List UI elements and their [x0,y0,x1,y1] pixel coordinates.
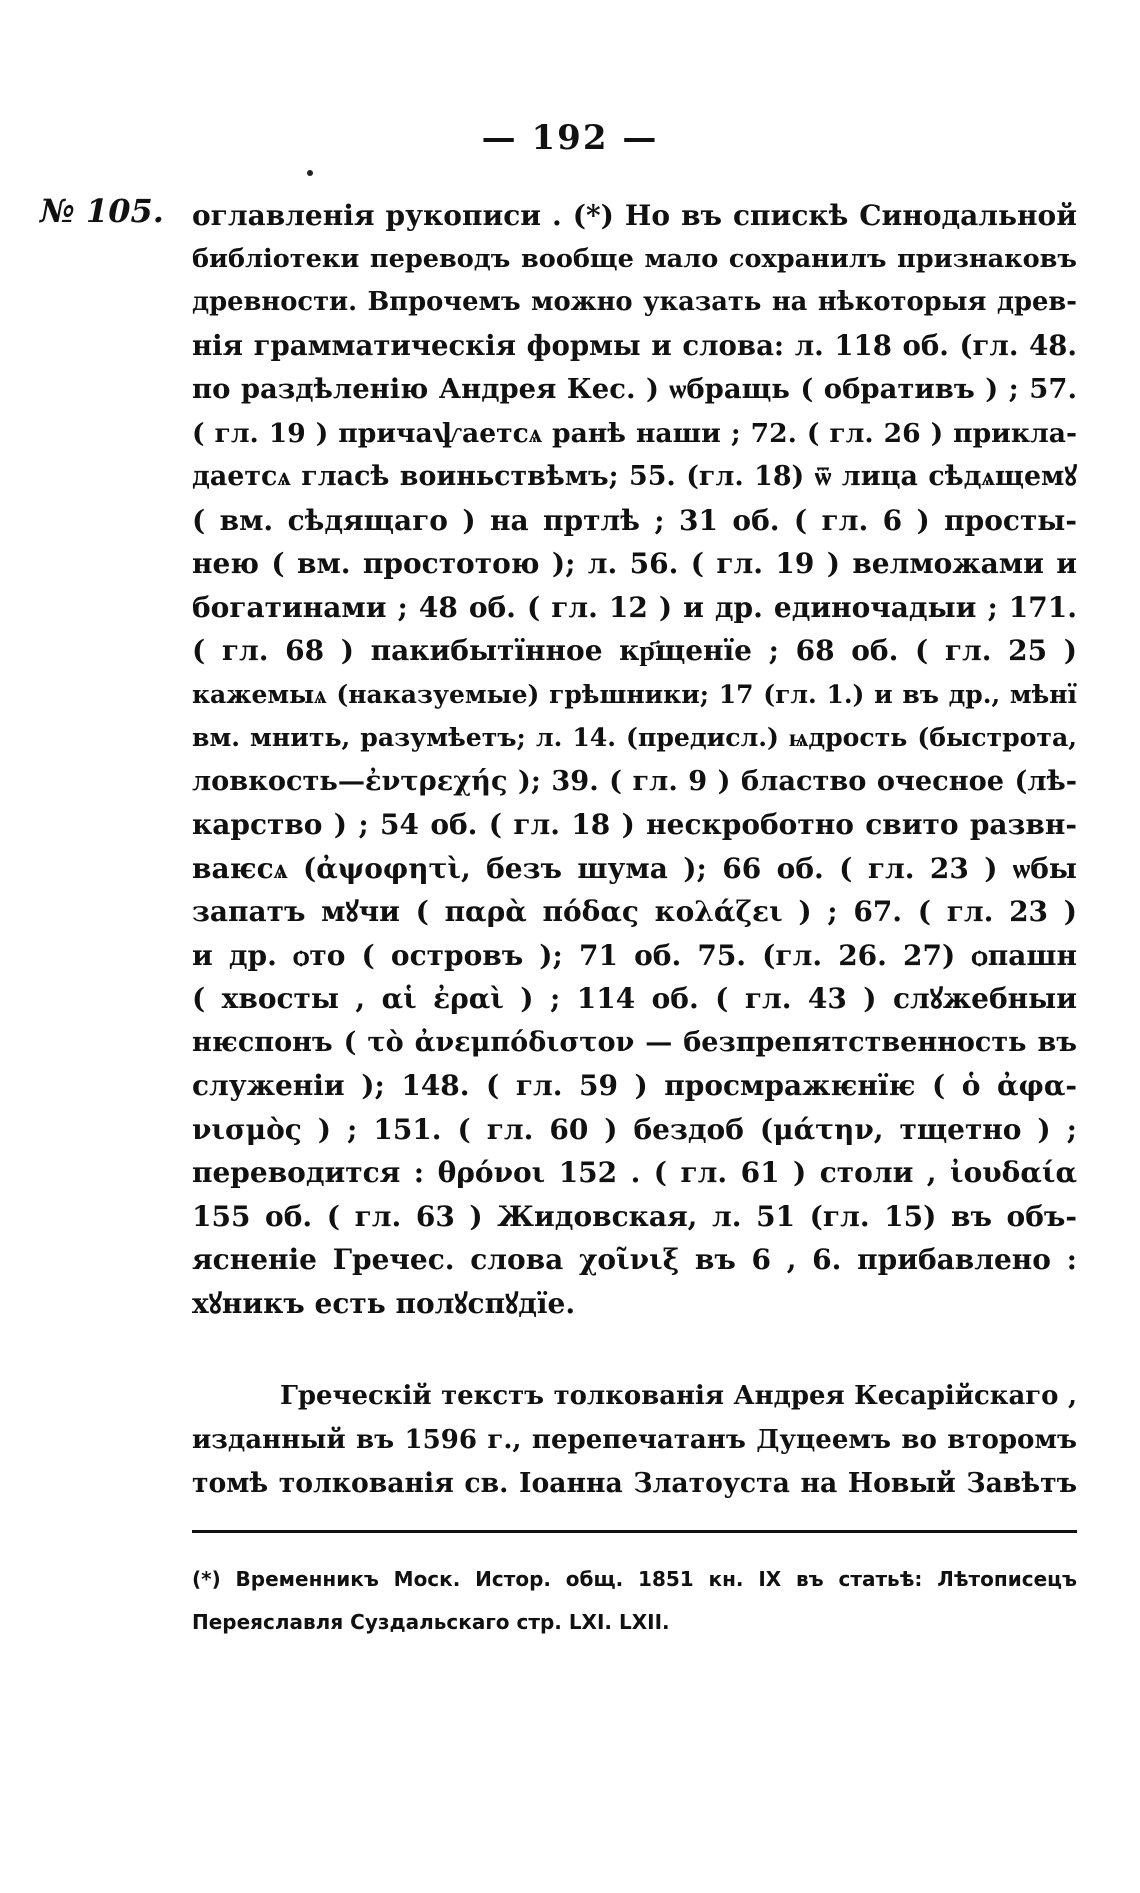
footnote-line: (*) Временникъ Моск. Истор. общ. 1851 кн. IX въ статьѣ: Лѣтописецъ [192,1567,1077,1591]
text-line: запатъ мꙋчи ( παρὰ πόδας κολάζει ) ; 67. ( гл. 23 ) [192,895,1077,928]
text-line: Греческій текстъ толкованія Андрея Кесарійскаго , [280,1381,1077,1411]
ink-dot [307,170,313,176]
text-line: нія грамматическія формы и слова: л. 118 об. (гл. 48. [192,329,1077,362]
text-line: кажемыѧ (наказуемые) грѣшники; 17 (гл. 1.) и въ др., мѣнї [192,679,1077,709]
text-line: нѥспонъ ( τὸ ἀνεμπόδιστον — безпрепятственность въ [192,1026,1077,1058]
text-line: ( вм. сѣдящаго ) на пртлѣ ; 31 об. ( гл. 6 ) просты- [192,503,1077,537]
text-line: ваѥсѧ (ἀψοφητὶ, безъ шума ); 66 об. ( гл. 23 ) ѡбы [192,851,1077,885]
manuscript-number: № 105. [40,192,164,230]
text-line: ясненіе Гречес. слова χοῖνιξ въ 6 , 6. прибавлено : [192,1243,1077,1276]
text-line: даетсѧ гласѣ воиньствѣмъ; 55. (гл. 18) ѿ лица сѣдѧщемꙋ [192,461,1077,492]
text-line: нею ( вм. простотою ); л. 56. ( гл. 19 ) велможами и [192,547,1077,580]
footnote [192,1558,1077,1644]
text-line: переводится : θρόνοι 152 . ( гл. 61 ) столи , ἰουδαία [192,1156,1077,1189]
text-line: богатинами ; 48 об. ( гл. 12 ) и др. единочадыи ; 171. [192,590,1077,624]
text-line: ловкость—ἐντρεχής ); 39. ( гл. 9 ) бластво очесное (лѣ- [192,764,1077,797]
text-line: ( гл. 19 ) причаѱаетсѧ ранѣ наши ; 72. ( гл. 26 ) прикла- [192,417,1077,449]
page-number: — 192 — [481,118,659,158]
text-line: νισμὸς ) ; 151. ( гл. 60 ) бездоб (μάτην, тщетно ) ; [192,1112,1077,1146]
text-line: по раздѣленію Андрея Кес. ) ѡбращь ( обративъ ) ; 57. [192,373,1077,405]
text-line: оглавленія рукописи . (*) Но въ спискѣ Синодальной [192,199,1077,232]
text-line: служеніи ); 148. ( гл. 59 ) просмражѥнїѥ ( ὁ ἀφα- [192,1069,1077,1102]
text-line: карство ) ; 54 об. ( гл. 18 ) нескроботно свито развн- [192,808,1077,841]
text-line: 155 об. ( гл. 63 ) Жидовская, л. 51 (гл. 15) въ объ- [192,1199,1077,1233]
text-line: древности. Впрочемъ можно указать на нѣкоторыя древ- [192,287,1077,317]
footnote-divider [192,1530,1077,1533]
main-paragraph [192,194,1077,1325]
text-line: изданный въ 1596 г., перепечатанъ Дуцеемъ во второмъ [192,1424,1077,1455]
second-paragraph [192,1375,1077,1506]
footnote-line: Переяславля Суздальскаго стр. LXI. LXII. [192,1610,670,1634]
text-line: ( гл. 68 ) пакибытїнное кр҃щенїе ; 68 об. ( гл. 25 ) [192,634,1077,667]
text-line: томѣ толкованія св. Іоанна Златоуста на Новый Завѣтъ [192,1468,1077,1499]
text-line: хꙋникъ есть полꙋспꙋдїе. [192,1286,576,1320]
text-line: ( хвосты , αἱ ἐραὶ ) ; 114 об. ( гл. 43 ) слꙋжебныи [192,982,1077,1015]
text-line: библіотеки переводъ вообще мало сохранилъ признаковъ [192,243,1077,274]
text-line: вм. мнить, разумѣетъ; л. 14. (предисл.) ѩдрость (быстрота, [192,722,1077,752]
text-line: и др. ѻто ( островъ ); 71 об. 75. (гл. 26. 27) ѻпашн [192,938,1077,972]
